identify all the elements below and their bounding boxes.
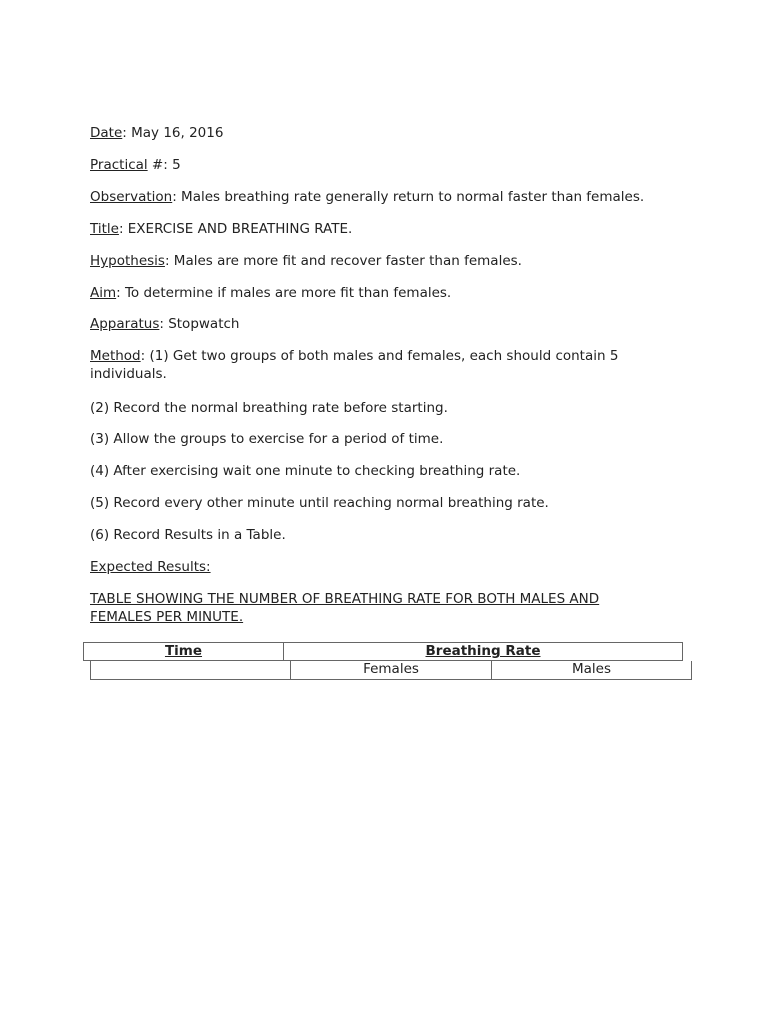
value: #: 5 bbox=[147, 157, 181, 173]
label: Practical bbox=[90, 157, 148, 173]
aim-line bbox=[90, 284, 650, 302]
value: : Males are more fit and recover faster than females. bbox=[164, 253, 522, 269]
time-header: Time bbox=[84, 643, 284, 660]
step: (5) Record every other minute until reaching normal breathing rate. bbox=[90, 495, 549, 511]
empty-cell bbox=[91, 661, 291, 679]
value: : May 16, 2016 bbox=[122, 125, 224, 141]
label: Observation bbox=[90, 189, 173, 205]
males-header: Males bbox=[571, 661, 611, 677]
table-caption: TABLE SHOWING THE NUMBER OF BREATHING RATE FOR BOTH MALES AND FEMALES PER MINUTE. bbox=[90, 591, 600, 625]
value: : EXERCISE AND BREATHING RATE. bbox=[118, 221, 353, 237]
practical-line bbox=[90, 156, 650, 174]
step: (4) After exercising wait one minute to checking breathing rate. bbox=[90, 463, 521, 479]
value: : Males breathing rate generally return to normal faster than females. bbox=[172, 189, 645, 205]
step: (3) Allow the groups to exercise for a period of time. bbox=[90, 431, 444, 447]
label: Date bbox=[90, 125, 123, 141]
label: Title bbox=[90, 221, 119, 237]
females-header: Females bbox=[291, 661, 492, 679]
value: : (1) Get two groups of both males and females, each should contain 5 individuals. bbox=[90, 348, 619, 382]
value: : Stopwatch bbox=[159, 316, 240, 332]
observation-line bbox=[90, 188, 710, 206]
title-line bbox=[90, 220, 650, 238]
apparatus-line bbox=[90, 315, 650, 333]
step: (2) Record the normal breathing rate before starting. bbox=[90, 400, 448, 416]
breathing-rate-header: Breathing Rate bbox=[425, 643, 541, 659]
date-line bbox=[90, 124, 650, 142]
label: Method bbox=[90, 348, 141, 364]
method-line bbox=[90, 347, 650, 383]
expected-results-heading: Expected Results: bbox=[90, 559, 211, 575]
table-header-row bbox=[83, 642, 683, 661]
step: (6) Record Results in a Table. bbox=[90, 527, 286, 543]
label: Hypothesis bbox=[90, 253, 165, 269]
hypothesis-line bbox=[90, 252, 650, 270]
label: Aim bbox=[90, 285, 117, 301]
table-subheader-row bbox=[90, 661, 692, 680]
label: Apparatus bbox=[90, 316, 160, 332]
value: : To determine if males are more fit than females. bbox=[116, 285, 452, 301]
